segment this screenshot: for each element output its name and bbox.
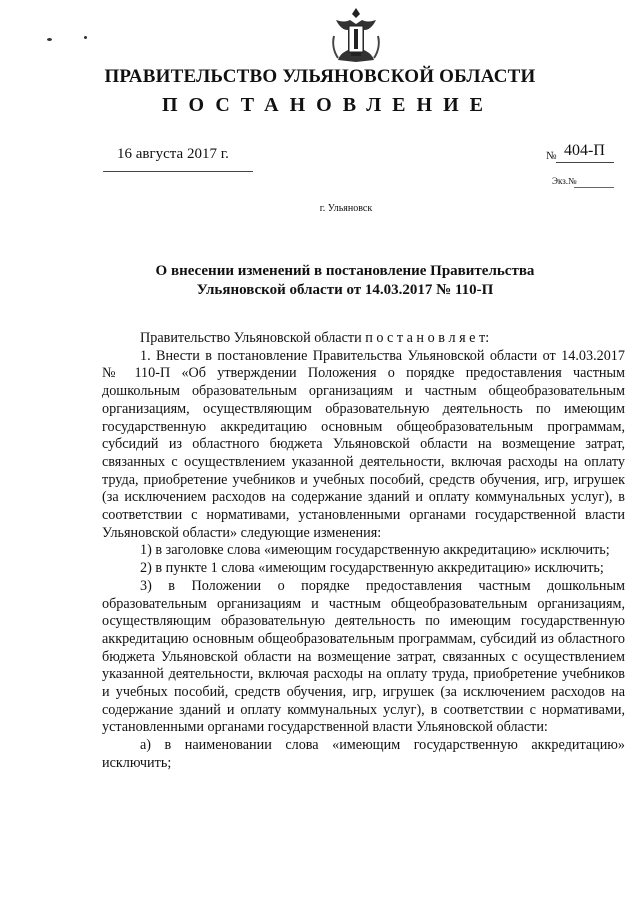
copy-number-underline bbox=[574, 187, 614, 188]
coat-of-arms-emblem bbox=[330, 6, 382, 66]
number-underline bbox=[556, 162, 614, 163]
copy-number-label: Экз.№ bbox=[552, 176, 577, 186]
preamble-paragraph: Правительство Ульяновской области п о с т а н о в л я е т: bbox=[140, 330, 490, 346]
decree-body bbox=[102, 330, 625, 773]
item-1: 1) в заголовке слова «имеющим государственную аккредитацию» исключить; bbox=[140, 542, 610, 559]
subitem-a: а) в наименовании слова «имеющим государственную аккредитацию» исключить; bbox=[102, 737, 625, 771]
scan-speck bbox=[47, 38, 52, 41]
city-name: г. Ульяновск bbox=[319, 203, 373, 214]
scan-speck bbox=[84, 36, 87, 39]
subject-line-2: Ульяновской области от 14.03.2017 № 110-П bbox=[196, 282, 494, 298]
decree-number: 404-П bbox=[564, 142, 605, 159]
subject-line-1: О внесении изменений в постановление Правительства bbox=[155, 263, 535, 279]
decree-subject bbox=[0, 262, 640, 300]
decree-date: 16 августа 2017 г. bbox=[117, 146, 229, 162]
decree-heading: ПОСТАНОВЛЕНИЕ bbox=[162, 94, 494, 116]
item-3: 3) в Положении о порядке предоставления частным дошкольным образовательным организациям и частным общеобразовательным организациям, осуществляющим образовательную деятельность по имеющим государственную аккредитацию основным общеобразовательным программам, субсидий из областного бюджета Ульяновской области на возмещение затрат, связанных с осуществлением указанной деятельности, включая расходы на оплату труда, приобретение учебников и учебных пособий, средств обучения, игр, игрушек (за исключением расходов на содержание зданий и оплату коммунальных услуг), в соответствии с нормативами, установленными органами государственной власти Ульяновской области: bbox=[102, 577, 625, 736]
date-underline bbox=[103, 171, 253, 172]
government-title: ПРАВИТЕЛЬСТВО УЛЬЯНОВСКОЙ ОБЛАСТИ bbox=[104, 66, 536, 87]
number-label: № bbox=[546, 150, 557, 162]
paragraph-1: 1. Внести в постановление Правительства Ульяновской области от 14.03.2017 № 110-П «Об утверждении Положения о порядке предоставления частным дошкольным образовательным организациям и частным общеобразовательным организациям, осуществляющим образовательную деятельность по имеющим государственную аккредитацию основным общеобразовательным программам, субсидий из областного бюджета Ульяновской области на возмещение затрат, связанных с осуществлением указанной деятельности, включая расходы на оплату труда, приобретение учебников и учебных пособий, средств обучения, игр, игрушек (за исключением расходов на содержание зданий и оплату коммунальных услуг), в соответствии с нормативами, установленными органами государственной власти Ульяновской области» следующие изменения: bbox=[102, 347, 625, 541]
item-2: 2) в пункте 1 слова «имеющим государственную аккредитацию» исключить; bbox=[140, 560, 604, 577]
